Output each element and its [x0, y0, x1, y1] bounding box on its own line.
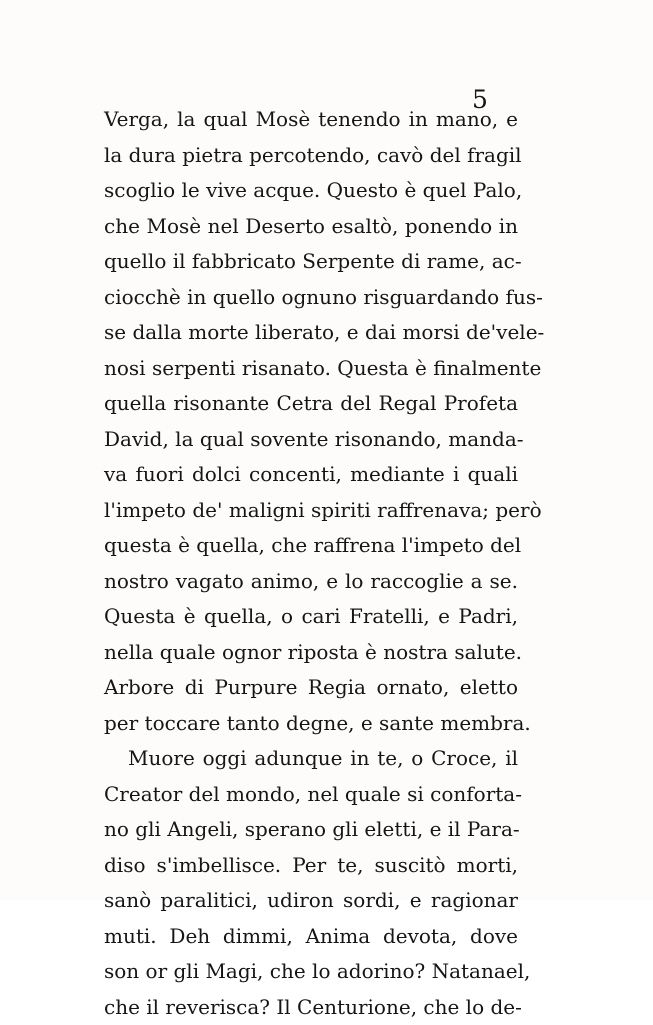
text-line: David, la qual sovente risonando, manda-	[104, 422, 518, 458]
text-line: Arbore di Purpure Regia ornato, eletto	[104, 670, 518, 706]
text-line: nostro vagato animo, e lo raccoglie a se.	[104, 564, 518, 600]
text-line: Muore oggi adunque in te, o Croce, il	[104, 741, 518, 777]
text-line: Questa è quella, o cari Fratelli, e Padri,	[104, 599, 518, 635]
text-line: la dura pietra percotendo, cavò del fragil	[104, 138, 518, 174]
page-body-text	[104, 102, 518, 1025]
text-line: nosi serpenti risanato. Questa è finalmente	[104, 351, 518, 387]
text-line: quello il fabbricato Serpente di rame, ac-	[104, 244, 518, 280]
page-number: 5	[472, 86, 488, 114]
text-line: Creator del mondo, nel quale si conforta-	[104, 777, 518, 813]
text-line: che Mosè nel Deserto esaltò, ponendo in	[104, 209, 518, 245]
text-line: per toccare tanto degne, e sante membra.	[104, 706, 518, 742]
paragraph-2	[104, 741, 518, 1025]
text-line: son or gli Magi, che lo adorino? Natanael,	[104, 954, 518, 990]
text-line: questa è quella, che raffrena l'impeto del	[104, 528, 518, 564]
text-line: l'impeto de' maligni spiriti raffrenava; però	[104, 493, 518, 529]
text-line: diso s'imbellisce. Per te, suscitò morti,	[104, 848, 518, 884]
text-line: ciocchè in quello ognuno risguardando fus-	[104, 280, 518, 316]
text-line: quella risonante Cetra del Regal Profeta	[104, 386, 518, 422]
text-line: Verga, la qual Mosè tenendo in mano, e	[104, 102, 518, 138]
text-line: scoglio le vive acque. Questo è quel Palo,	[104, 173, 518, 209]
text-line: che il reverisca? Il Centurione, che lo de-	[104, 990, 518, 1025]
paragraph-1	[104, 102, 518, 741]
text-line: muti. Deh dimmi, Anima devota, dove	[104, 919, 518, 955]
text-line: sanò paralitici, udiron sordi, e ragionar	[104, 883, 518, 919]
text-line: va fuori dolci concenti, mediante i quali	[104, 457, 518, 493]
text-line: se dalla morte liberato, e dai morsi de'vele-	[104, 315, 518, 351]
text-line: no gli Angeli, sperano gli eletti, e il Para-	[104, 812, 518, 848]
text-line: nella quale ognor riposta è nostra salute.	[104, 635, 518, 671]
